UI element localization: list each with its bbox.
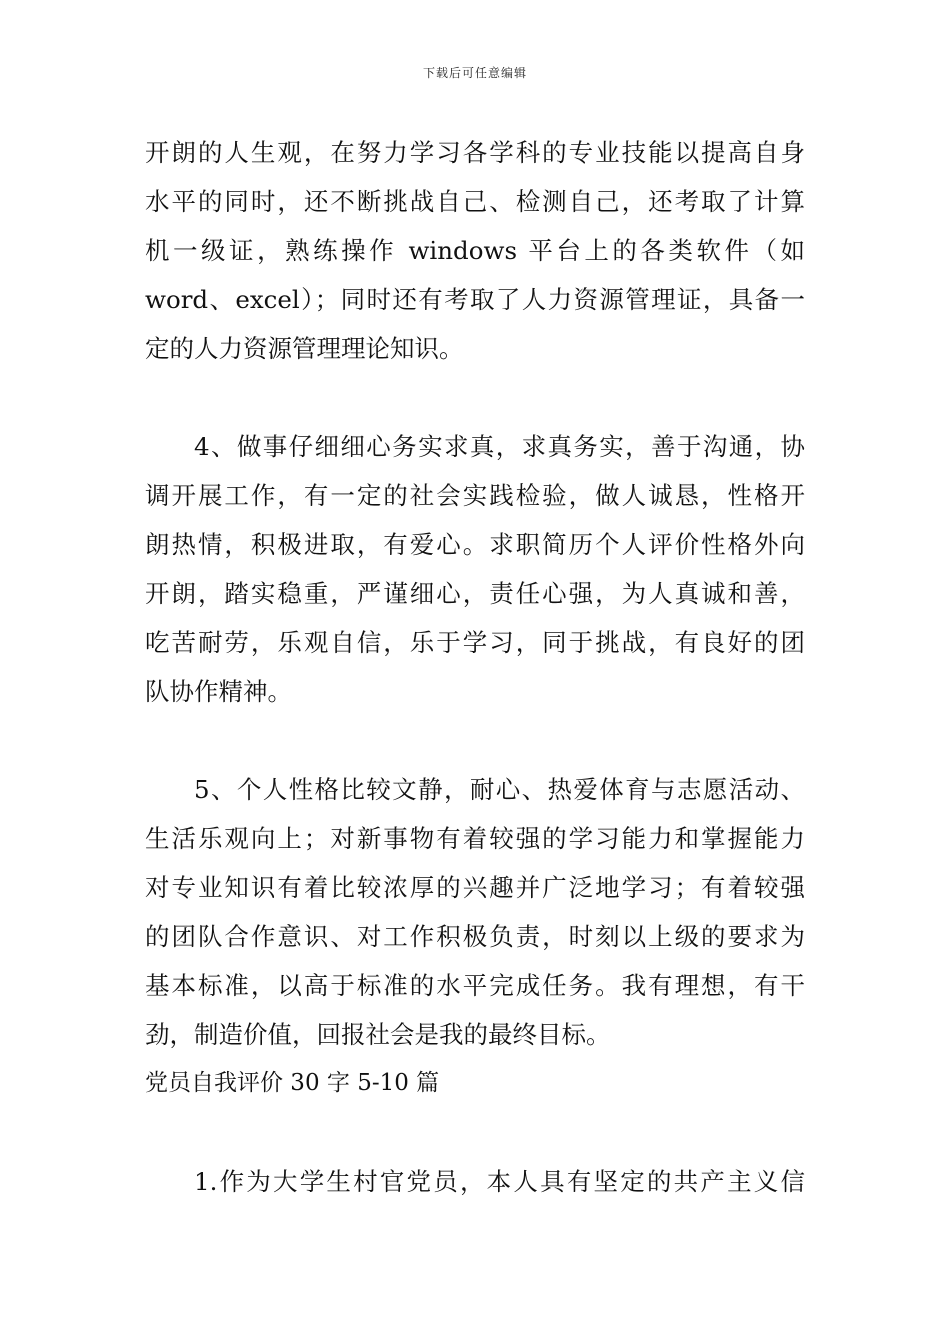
text-line: 1.作为大学生村官党员，本人具有坚定的共产主义信	[194, 1167, 805, 1196]
paragraph-item-1	[145, 1157, 805, 1206]
text-line: 4、做事仔细细心务实求真，求真务实，善于沟通，协	[194, 432, 805, 461]
text-line: 定的人力资源管理理论知识。	[145, 334, 464, 363]
text-line: 调开展工作，有一定的社会实践检验，做人诚恳，性格开	[145, 481, 805, 510]
text-line: 5、个人性格比较文静，耐心、热爱体育与志愿活动、	[194, 775, 805, 804]
text-line: 开朗的人生观，在努力学习各学科的专业技能以提高自身	[145, 138, 805, 167]
text-line: 的团队合作意识、对工作积极负责，时刻以上级的要求为	[145, 922, 805, 951]
document-body	[145, 128, 805, 1206]
text-line: 生活乐观向上；对新事物有着较强的学习能力和掌握能力	[145, 824, 805, 853]
paragraph-spacer	[145, 373, 805, 422]
paragraph-item-5	[145, 765, 805, 1059]
text-line: 基本标准，以高于标准的水平完成任务。我有理想，有干	[145, 971, 805, 1000]
text-line: 机一级证，熟练操作 windows 平台上的各类软件（如	[145, 236, 805, 265]
section-title: 党员自我评价 30 字 5-10 篇	[145, 1070, 440, 1096]
paragraph-continued	[145, 128, 805, 373]
paragraph-item-4	[145, 422, 805, 716]
text-line: 吃苦耐劳，乐观自信，乐于学习，同于挑战，有良好的团	[145, 628, 805, 657]
text-line: 队协作精神。	[145, 677, 292, 706]
text-line: 朗热情，积极进取，有爱心。求职简历个人评价性格外向	[145, 530, 805, 559]
text-line: 劲，制造价值，回报社会是我的最终目标。	[145, 1020, 611, 1049]
text-line: word、excel）；同时还有考取了人力资源管理证，具备一	[145, 285, 805, 314]
text-line: 开朗，踏实稳重，严谨细心，责任心强，为人真诚和善，	[145, 579, 805, 608]
text-line: 水平的同时，还不断挑战自己、检测自己，还考取了计算	[145, 187, 805, 216]
text-line: 对专业知识有着比较浓厚的兴趣并广泛地学习；有着较强	[145, 873, 805, 902]
paragraph-spacer	[145, 716, 805, 765]
paragraph-spacer	[145, 1108, 805, 1157]
page-header: 下载后可任意编辑	[422, 66, 527, 80]
